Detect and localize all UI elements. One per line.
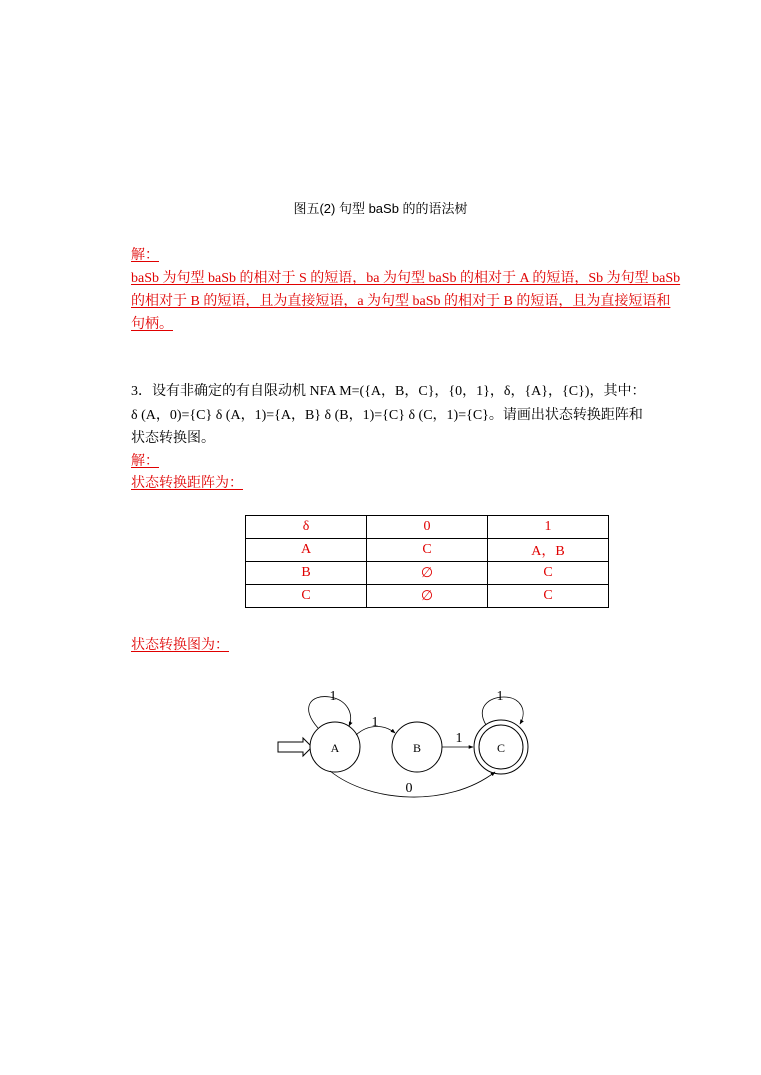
answer1-line1: baSb 为句型 baSb 的相对于 S 的短语，ba 为句型 baSb 的相对于 A 的短语，Sb 为句型 baSb — [131, 271, 681, 286]
table-cell: C — [367, 539, 488, 562]
answer1-label: 解： — [131, 248, 159, 263]
question3-line1: 3．设有非确定的有自限动机 NFA M=({A，B，C}，{0，1}，δ，{A}，{C})，其中： — [131, 384, 646, 399]
table-cell: C — [488, 585, 609, 608]
question3-line2: δ (A，0)={C} δ (A，1)={A，B} δ (B，1)={C} δ (C，1)={C}。请画出状态转换距阵和 — [131, 408, 643, 423]
answer3-label: 解： — [131, 454, 159, 469]
edge-ab-label: 1 — [371, 715, 379, 730]
figure-caption: 图五(2) 句型 baSb 的的语法树 — [293, 201, 468, 216]
table-cell: ∅ — [367, 562, 488, 585]
table-header-cell: 0 — [367, 516, 488, 539]
table-header-cell: 1 — [488, 516, 609, 539]
question3-line3: 状态转换图。 — [131, 431, 215, 446]
loop-a-label: 1 — [329, 689, 337, 704]
edge-ac — [330, 771, 495, 797]
state-a-label: A — [330, 741, 340, 755]
state-c-label: C — [496, 741, 506, 755]
start-arrow-icon — [278, 738, 312, 756]
table-cell: A，B — [488, 539, 609, 562]
table-cell: C — [246, 585, 367, 608]
table-cell: B — [246, 562, 367, 585]
matrix-title: 状态转换距阵为： — [131, 476, 243, 491]
table-header-cell: δ — [246, 516, 367, 539]
edge-ac-label: 0 — [405, 781, 413, 796]
table-cell: ∅ — [367, 585, 488, 608]
answer1-line2: 的相对于 B 的短语，且为直接短语，a 为句型 baSb 的相对于 B 的短语，且为直接短语和 — [131, 294, 671, 309]
answer1-line3: 句柄。 — [131, 317, 173, 332]
edge-bc-label: 1 — [455, 731, 463, 746]
diagram-title: 状态转换图为： — [131, 638, 229, 653]
table-cell: A — [246, 539, 367, 562]
table-cell: C — [488, 562, 609, 585]
state-b-label: B — [412, 741, 422, 755]
loop-c-label: 1 — [496, 689, 504, 704]
